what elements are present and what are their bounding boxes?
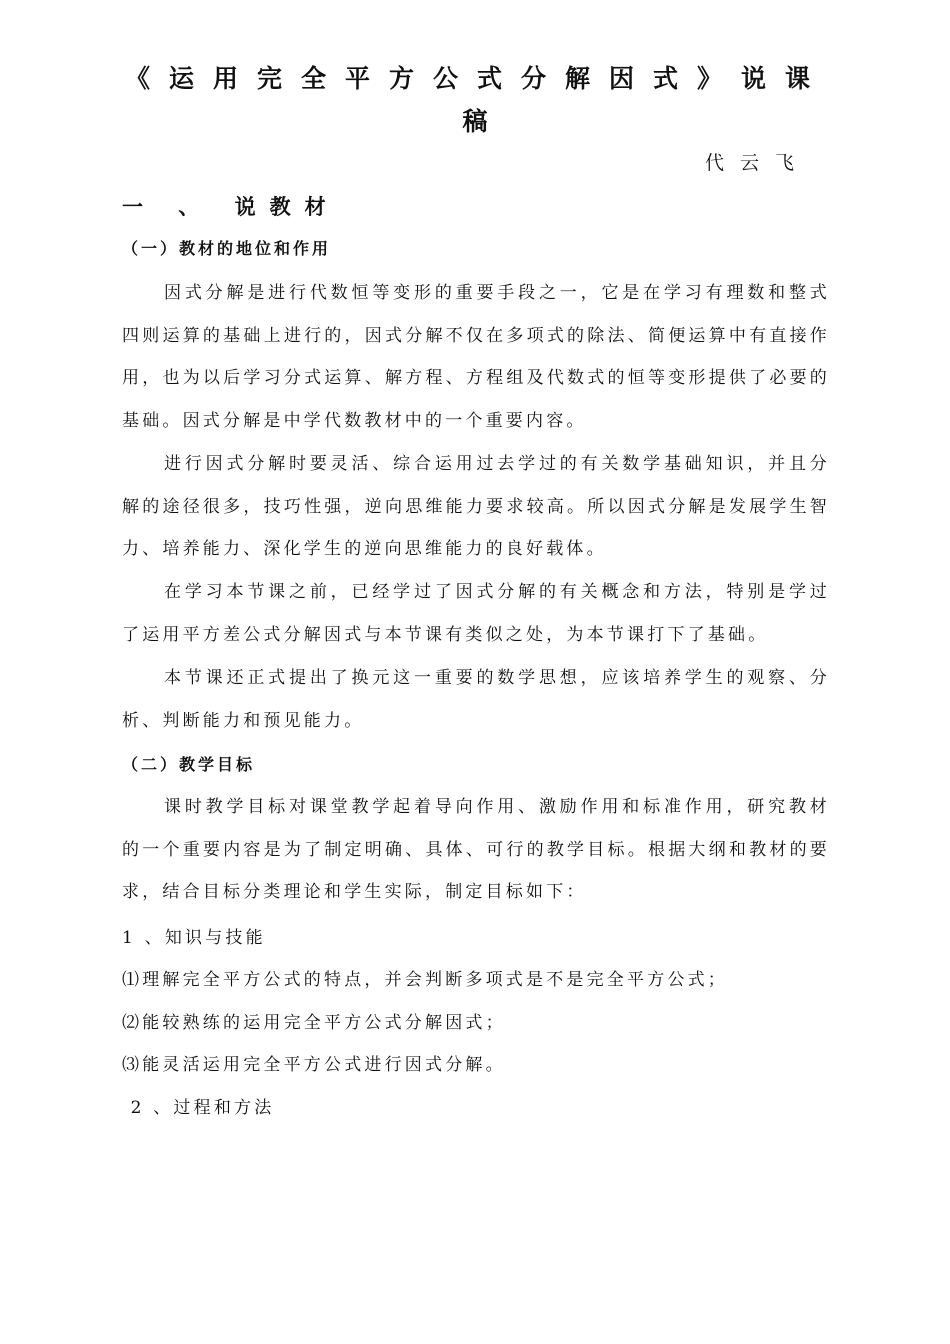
paragraph-3: 在学习本节课之前，已经学过了因式分解的有关概念和方法，特别是学过了运用平方差公式分解因式与本节课有类似之处，为本节课打下了基础。 — [122, 582, 830, 645]
list-item-3: ⑶能灵活运用完全平方公式进行因式分解。 — [122, 1055, 506, 1075]
document-title: 《运用完全平方公式分解因式》说课 — [125, 64, 830, 93]
list-heading-process-methods: 2 、过程和方法 — [122, 1098, 275, 1118]
document-title-continuation: 稿 — [462, 107, 488, 136]
paragraph-2: 进行因式分解时要灵活、综合运用过去学过的有关数学基础知识，并且分解的途径很多，技巧性强，逆向思维能力要求较高。所以因式分解是发展学生智力、培养能力、深化学生的逆向思维能力的良好载体。 — [122, 454, 830, 560]
paragraph-1: 因式分解是进行代数恒等变形的重要手段之一，它是在学习有理数和整式四则运算的基础上进行的，因式分解不仅在多项式的除法、简便运算中有直接作用，也为以后学习分式运算、解方程、方程组及代数式的恒等变形提供了必要的基础。因式分解是中学代数教材中的一个重要内容。 — [122, 283, 830, 432]
section-heading-textbook: 一 、 说教材 — [122, 194, 340, 219]
list-item-1: ⑴理解完全平方公式的特点，并会判断多项式是不是完全平方公式； — [122, 970, 728, 990]
list-item-2: ⑵能较熟练的运用完全平方公式分解因式； — [122, 1013, 506, 1033]
paragraph-4: 本节课还正式提出了换元这一重要的数学思想，应该培养学生的观察、分析、判断能力和预见能力。 — [122, 668, 830, 731]
subheading-role-of-textbook: （一）教材的地位和作用 — [122, 239, 332, 258]
list-heading-knowledge-skills: 1 、知识与技能 — [122, 928, 266, 948]
author-name: 代云飞 — [704, 152, 810, 174]
paragraph-5: 课时教学目标对课堂教学起着导向作用、激励作用和标准作用，研究教材的一个重要内容是为了制定明确、具体、可行的教学目标。根据大纲和教材的要求，结合目标分类理论和学生实际，制定目标如下： — [122, 797, 830, 903]
subheading-teaching-goals: （二）教学目标 — [122, 755, 256, 774]
